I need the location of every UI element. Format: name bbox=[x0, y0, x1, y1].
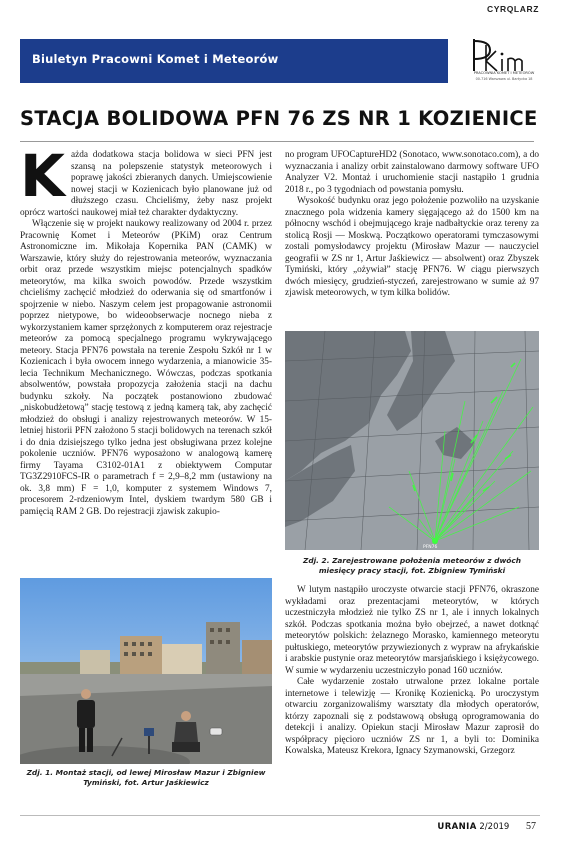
right-column-top bbox=[285, 150, 539, 300]
map-caption: Zdj. 2. Zarejestrowane położenia meteorów z dwóch miesięcy pracy stacji, fot. Zbigniew Tymiński bbox=[302, 556, 521, 575]
issue-number: 2/2019 bbox=[479, 822, 510, 832]
station-marker: PFN76 bbox=[423, 545, 438, 550]
paragraph-project: Włączenie się w projekt naukowy realizowany od 2004 r. przez Pracownię Komet i Meteorów (PKiM) oraz Centrum Astronomiczne im. Mikołaja Kopernika PAN (CAMK) w Warszawie, który służy do rejestrowania meteorów, wyznaczania orbit oraz przede wszystkim miejsc potencjalnych spadków meteorytów, ma kilka swoich powodów. Przede wszystkim chcieliśmy zachęcić młodzież do oderwania się od smartfonów i spojrzenie w niebo. Naszym celem jest propagowanie astronomii poprzez nietypowe, bo wideoobserwacje nocnego nieba z wykorzystaniem kamer sprzężonych z komputerem oraz rejestracje meteorów za pomocą specjalnego programu wykrywającego meteory. Stacja PFN76 powstała na terenie Zespołu Szkół nr 1 w Kozienicach i była owocem innego wydarzenia, a mianowicie 35-lecia Technikum Mechanicznego. Wówczas, podczas spotkania absolwentów, powstała propozycja założenia stacji na dachu budynku szkoły. Na początek postanowiono zbudować „niskobudżetową” stację testową z jedną kamerą tak, aby zachęcić młodzież do obsługi i analizy rejestrowanych meteorów. W 15-letniej historii PFN założono 5 stacji bolidowych na terenach szkół i do dnia dzisiejszego tylko jedna jest obsługiwana przez kolejne pokolenie uczniów. PFN76 wyposażono w analogową kamerę firmy Tayama C3102-01A1 z obiektywem Computar TG3Z2910FCS-IR o parametrach f = 2,9–8,2 mm (ustawiony na ok. 3,8 mm) F = 1,0, komputer z systemem Windows 7, procesorem 2-rdzeniowym Intel, dyskiem twardym 580 GB i pamięcią RAM 2 GB. Do rejestracji zjawisk zakupio- bbox=[20, 219, 272, 517]
paragraph-intro: ażda dodatkowa stacja bolidowa w sieci PFN jest szansą na polepszenie statystyk meteorowych i poprawę jakości zbieranych danych. Umiejscowienie nowej stacji w Kozienicach było planowane już od dłuższego czasu. Chcieliśmy, żeby nasz projekt oprócz wartości naukowej miał też charakter dydaktyczny. bbox=[20, 150, 272, 218]
page-number: 57 bbox=[526, 821, 536, 832]
paragraph-opening: W lutym nastąpiło uroczyste otwarcie stacji PFN76, okraszone wykładami oraz prezentacjami meteorytów, w których uczestniczyła młodzież nie tylko ZS nr 1, ale i innych lokalnych szkół. Podczas spotkania można było obejrzeć, a nawet dotknąć meteorytów polskich: żelaznego Morasko, kamiennego meteorytu pułtuskiego, meteorytów przywiezionych z wypraw na afrykańskie i arabskie pustynie oraz meteorytów marsjańskiego i księżycowego. W sumie w wydarzeniu uczestniczyło ponad 160 uczniów. bbox=[285, 585, 539, 676]
logo-address: 00-716 Warszawa ul. Bartycka 18 bbox=[475, 77, 533, 81]
title-divider bbox=[20, 141, 534, 142]
photo-installation bbox=[20, 578, 272, 764]
drop-cap: K bbox=[20, 142, 65, 210]
banner-bar bbox=[20, 39, 448, 83]
paragraph-field-of-view: Wysokość budynku oraz jego położenie pozwoliło na uzyskanie znacznego pola widzenia kamery sięgającego aż do 1500 km na północny wschód i obejmującego kraje nadbałtyckie oraz tereny za stolicą Rosji — Moskwą. Początkowo operatorami tymczasowymi zostali pomysłodawcy projektu (Mirosław Mazur — nauczyciel geografii w ZS nr 1, Artur Jaśkiewicz — absolwent) oraz Zbyszek Tymiński, który „ożywiał” stację PFN76. W ciągu pierwszych dwóch miesięcy, grudzień-styczeń, zarejestrowano w sumie aż 97 zjawisk meteorowych, w tym kilka bolidów. bbox=[285, 196, 539, 298]
logo-org-name: PRACOWNIA KOMET I METEORÓW bbox=[473, 71, 535, 75]
paragraph-media: Całe wydarzenie zostało utrwalone przez lokalne portale internetowe i telewizję — Kronikę Kozienicką. Po uroczystym otwarciu zorganizowaliśmy warsztaty dla młodych operatorów, którzy zapoznali się z podstawową obsługą oprogramowania do detekcji i analizy. Opiekun stacji Mirosław Mazur zaprosił do współpracy pięcioro uczniów ZS nr 1, a byli to: Dominika Kowalska, Mateusz Krekora, Ignacy Szymanowski, Grzegorz bbox=[285, 677, 539, 756]
right-column-bottom bbox=[285, 585, 539, 758]
photo-caption: Zdj. 1. Montaż stacji, od lewej Mirosław Mazur i Zbigniew Tymiński, fot. Artur Jaśkiewicz bbox=[26, 768, 266, 787]
meteor-map bbox=[285, 331, 539, 550]
article-title: STACJA BOLIDOWA PFN 76 ZS NR 1 KOZIENICE bbox=[20, 107, 538, 130]
pkim-logo bbox=[452, 31, 552, 91]
paragraph-software: no program UFOCaptureHD2 (Sonotaco, www.sonotaco.com), a do wyznaczania i analizy orbit zainstalowano darmowy software UFO Analyzer V2. Montaż i uruchomienie stacji nastąpiło 1 grudnia 2018 r., po 3 tygodniach od powstania pomysłu. bbox=[285, 150, 539, 195]
header-banner bbox=[20, 31, 552, 91]
left-column bbox=[20, 142, 272, 518]
page-footer bbox=[437, 821, 536, 832]
magazine-name: URANIA bbox=[437, 822, 477, 832]
footer-divider bbox=[20, 815, 540, 816]
banner-title: Biuletyn Pracowni Komet i Meteorów bbox=[32, 52, 279, 66]
section-tag: CYRQLARZ bbox=[486, 4, 539, 14]
